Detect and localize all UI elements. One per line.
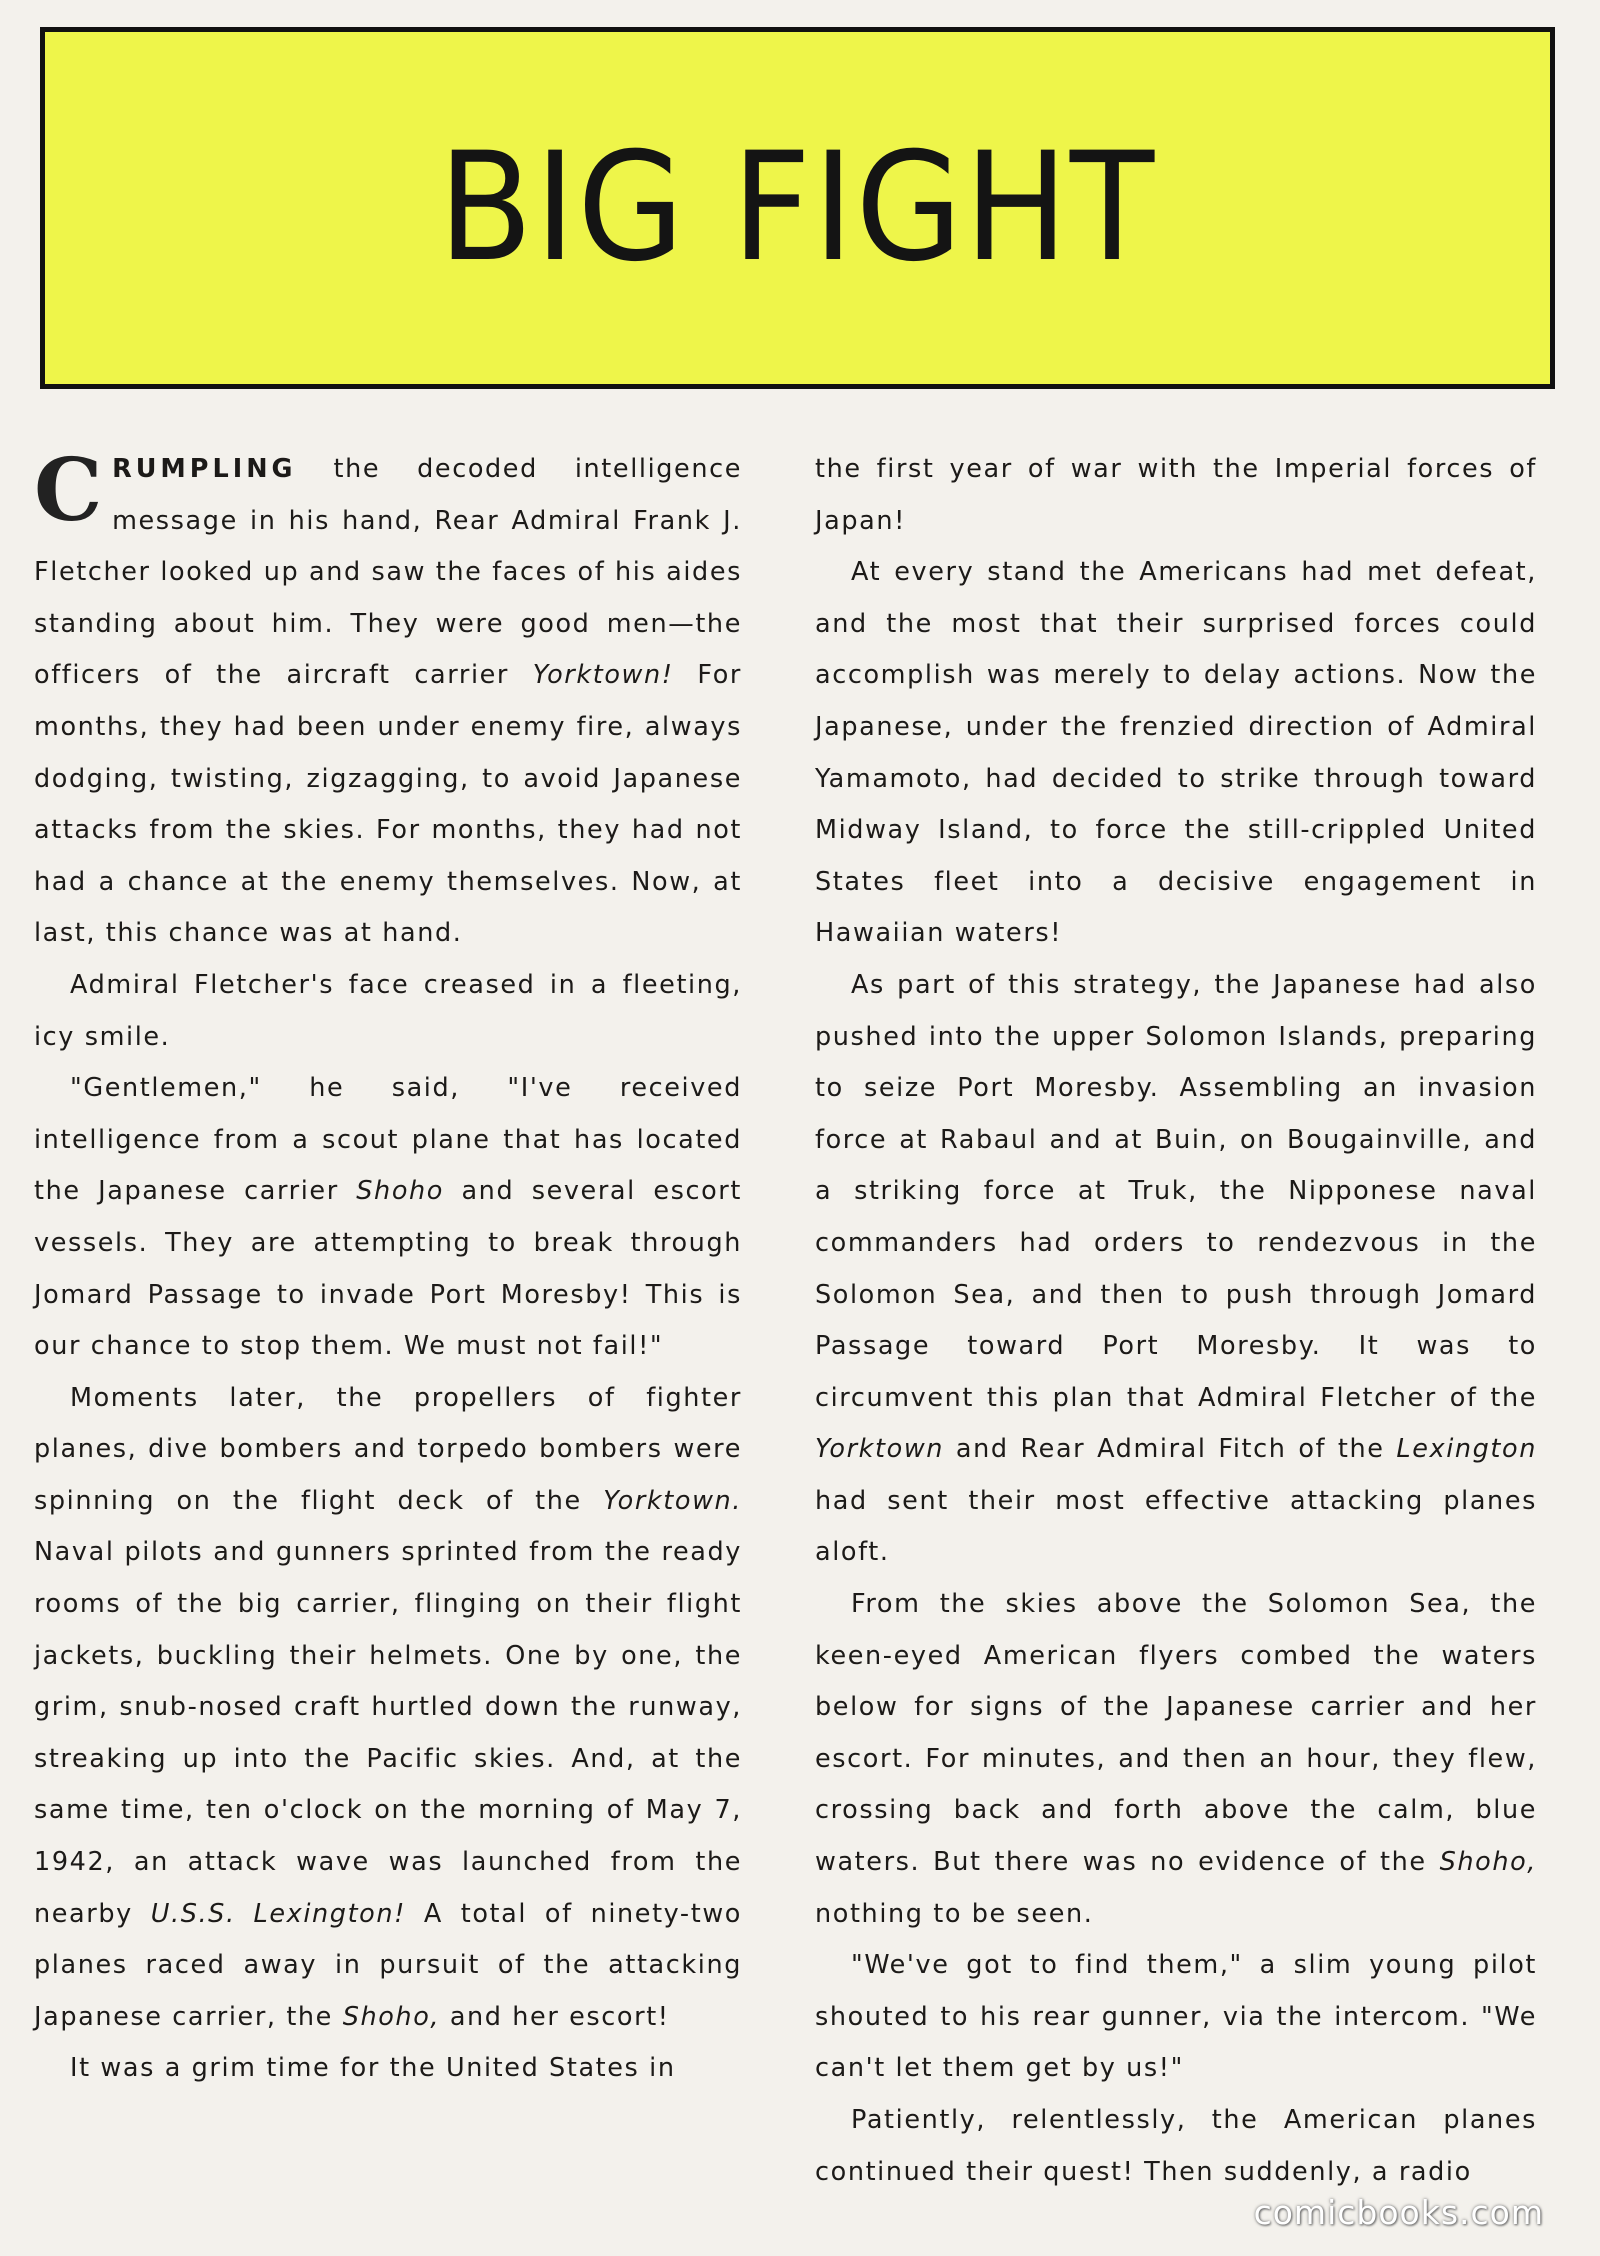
paragraph-4 [34,1373,742,2044]
paragraph-1: the first year of war with the Imperial forces of Japan! [815,454,1537,536]
text-span: had sent their most effective attacking planes aloft. [815,1485,1537,1568]
ship-name: Yorktown. [603,1485,742,1516]
ship-name: Shoho, [1439,1847,1537,1878]
text-span: and her escort! [440,2001,670,2032]
text-span: As part of this strategy, the Japanese had also pushed into the upper Solomon Islands, preparing to seize Port Moresby. Assembling an invasion force at Rabaul and at Buin, on Bougainville, and a striking force at Truk, the Nipponese naval commanders had orders to rendezvous in the Solomon Sea, and then to push through Jomard Passage toward Port Moresby. It was to circumvent this plan that Admiral Fletcher of the [815,969,1537,1413]
ship-name: U.S.S. Lexington! [150,1898,406,1929]
text-span: nothing to be seen. [815,1898,1094,1929]
ship-name: Shoho [356,1176,444,1207]
paragraph-3 [34,1063,742,1373]
text-span: A total of ninety-two planes raced away in pursuit of the attacking Japanese carrier, the [34,1898,742,2032]
ship-name: Shoho, [342,2001,441,2032]
right-column [815,444,1537,2198]
lead-word: RUMPLING [112,454,297,484]
text-span: For months, they had been under enemy fire, always dodging, twisting, zigzagging, to avoid Japanese attacks from the skies. For months, they had not had a chance at the enemy themselves. Now, at last, this chance was at hand. [34,660,742,949]
paragraph-3 [815,960,1537,1579]
text-span: Moments later, the propellers of fighter planes, dive bombers and torpedo bombers were spinning on the flight deck of the [34,1382,742,1516]
ship-name: Yorktown [815,1434,945,1465]
paragraph-1 [34,440,742,960]
text-span: and Rear Admiral Fitch of the [944,1434,1397,1465]
paragraph-2: Admiral Fletcher's face creased in a fleeting, icy smile. [34,969,742,1052]
left-column [34,440,742,2095]
paragraph-5: It was a grim time for the United States in [70,2053,676,2084]
text-span: From the skies above the Solomon Sea, the keen-eyed American flyers combed the waters below for signs of the Japanese carrier and her escort. For minutes, and then an hour, they flew, crossing back and forth above the calm, blue waters. But there was no evidence of the [815,1589,1537,1878]
text-span: the decoded intelligence message in his hand, Rear Admiral Frank J. Fletcher looked up and saw the faces of his aides standing about him. They were good men—the officers of the aircraft carrier [34,454,742,691]
text-span: Naval pilots and gunners sprinted from the ready rooms of the big carrier, flinging on their flight jackets, buckling their helmets. One by one, the grim, snub-nosed craft hurtled down the runway, streaking up into the Pacific skies. And, at the same time, ten o'clock on the morning of May 7, 1942, an attack wave was launched from the nearby [34,1537,742,1929]
paragraph-5: "We've got to find them," a slim young pilot shouted to his rear gunner, via the intercom. "We can't let them get by us!" [815,1950,1537,2084]
ship-name: Lexington [1396,1434,1537,1465]
text-span: "Gentlemen," he said, "I've received intelligence from a scout plane that has located the Japanese carrier [34,1073,742,1207]
text-span: and several escort vessels. They are attempting to break through Jomard Passage to invade Port Moresby! This is our chance to stop them. We must not fail!" [34,1176,742,1362]
ship-name: Yorktown! [532,660,674,691]
paragraph-4 [815,1579,1537,1940]
paragraph-2: At every stand the Americans had met defeat, and the most that their surprised forces could accomplish was merely to delay actions. Now the Japanese, under the frenzied direction of Admiral Yamamoto, had decided to strike through toward Midway Island, to force the still-crippled United States fleet into a decisive engagement in Hawaiian waters! [815,557,1537,949]
title-banner [40,27,1555,389]
page-title: BIG FIGHT [438,121,1157,295]
watermark: comicbooks.com [1253,2193,1544,2232]
paragraph-6: Patiently, relentlessly, the American planes continued their quest! Then suddenly, a radio [815,2105,1537,2187]
dropcap: C [34,440,105,541]
